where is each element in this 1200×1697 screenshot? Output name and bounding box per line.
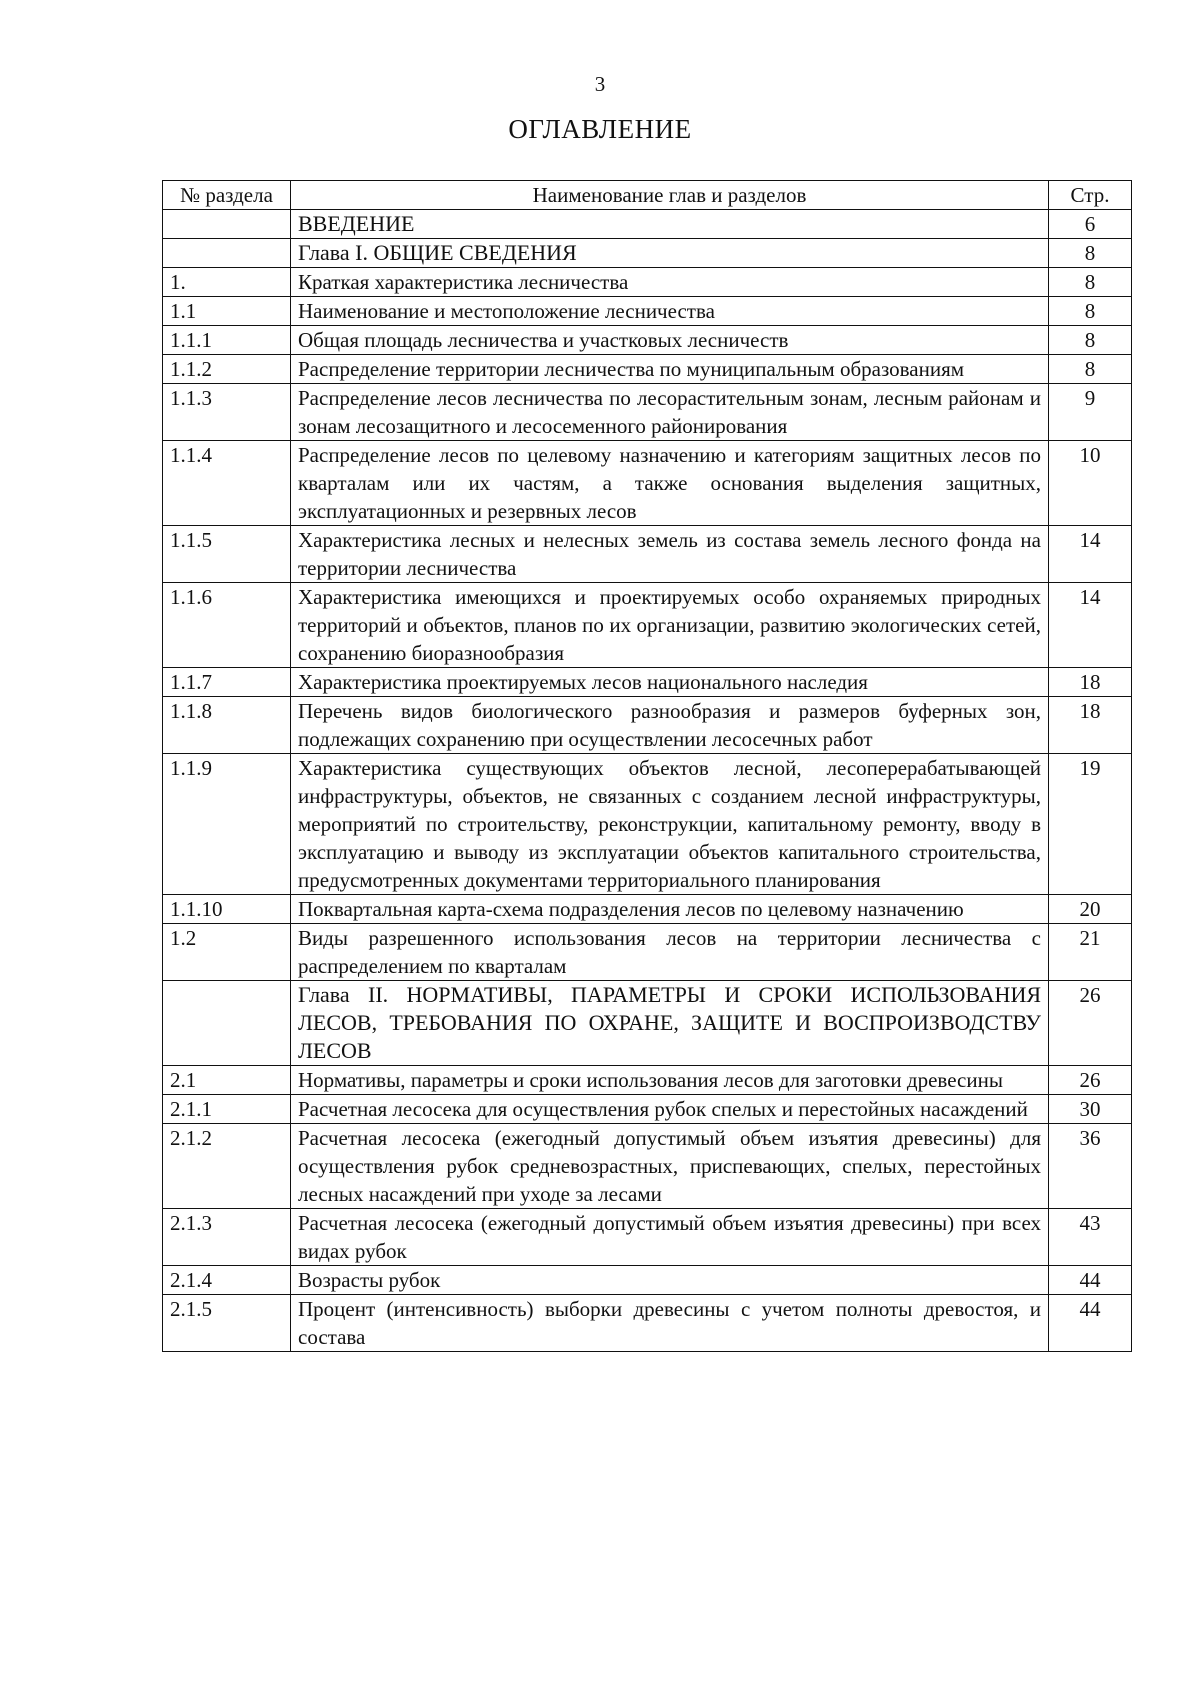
table-row bbox=[163, 297, 1132, 326]
section-title: Краткая характеристика лесничества bbox=[291, 268, 1049, 297]
header-page: Стр. bbox=[1049, 181, 1132, 210]
section-number bbox=[163, 210, 291, 239]
page-ref: 8 bbox=[1049, 297, 1132, 326]
table-row bbox=[163, 1095, 1132, 1124]
section-number: 1.1.8 bbox=[163, 697, 291, 754]
section-number: 1.1.2 bbox=[163, 355, 291, 384]
page-ref: 8 bbox=[1049, 239, 1132, 268]
chapter-title: Глава I. ОБЩИЕ СВЕДЕНИЯ bbox=[291, 239, 1049, 268]
section-title: Характеристика имеющихся и проектируемых особо охраняемых природных территорий и объектов, планов по их организации, развитию экологических сетей, сохранению биоразнообразия bbox=[291, 583, 1049, 668]
table-row bbox=[163, 384, 1132, 441]
table-row bbox=[163, 526, 1132, 583]
section-title: Процент (интенсивность) выборки древесины с учетом полноты древостоя, и состава bbox=[291, 1295, 1049, 1352]
section-title: Возрасты рубок bbox=[291, 1266, 1049, 1295]
page-ref: 8 bbox=[1049, 268, 1132, 297]
section-number: 2.1 bbox=[163, 1066, 291, 1095]
section-title: Расчетная лесосека (ежегодный допустимый объем изъятия древесины) для осуществления рубок средневозрастных, приспевающих, спелых, перестойных лесных насаждений при уходе за лесами bbox=[291, 1124, 1049, 1209]
table-of-contents bbox=[162, 180, 1132, 1352]
section-number: 1.1.6 bbox=[163, 583, 291, 668]
table-row bbox=[163, 326, 1132, 355]
page-ref: 6 bbox=[1049, 210, 1132, 239]
table-row bbox=[163, 981, 1132, 1066]
section-number: 1.1.5 bbox=[163, 526, 291, 583]
page-ref: 10 bbox=[1049, 441, 1132, 526]
section-title: Распределение территории лесничества по муниципальным образованиям bbox=[291, 355, 1049, 384]
table-row bbox=[163, 895, 1132, 924]
table-row bbox=[163, 1266, 1132, 1295]
page-ref: 9 bbox=[1049, 384, 1132, 441]
page-ref: 44 bbox=[1049, 1266, 1132, 1295]
section-title: Поквартальная карта-схема подразделения лесов по целевому назначению bbox=[291, 895, 1049, 924]
section-number bbox=[163, 239, 291, 268]
page-ref: 18 bbox=[1049, 668, 1132, 697]
table-row bbox=[163, 355, 1132, 384]
section-title: Расчетная лесосека для осуществления рубок спелых и перестойных насаждений bbox=[291, 1095, 1049, 1124]
page-ref: 8 bbox=[1049, 326, 1132, 355]
section-number: 1.1.1 bbox=[163, 326, 291, 355]
page-ref: 21 bbox=[1049, 924, 1132, 981]
page-ref: 14 bbox=[1049, 583, 1132, 668]
table-row bbox=[163, 668, 1132, 697]
header-section-name: Наименование глав и разделов bbox=[291, 181, 1049, 210]
page-ref: 36 bbox=[1049, 1124, 1132, 1209]
section-title: Распределение лесов лесничества по лесорастительным зонам, лесным районам и зонам лесозащитного и лесосеменного районирования bbox=[291, 384, 1049, 441]
section-number: 2.1.2 bbox=[163, 1124, 291, 1209]
page-ref: 8 bbox=[1049, 355, 1132, 384]
header-section-number: № раздела bbox=[163, 181, 291, 210]
section-number: 2.1.1 bbox=[163, 1095, 291, 1124]
section-number: 1.2 bbox=[163, 924, 291, 981]
page-ref: 30 bbox=[1049, 1095, 1132, 1124]
page-ref: 19 bbox=[1049, 754, 1132, 895]
section-title: Характеристика существующих объектов лесной, лесоперерабатывающей инфраструктуры, объектов, не связанных с созданием лесной инфраструктуры, мероприятий по строительству, реконструкции, капитальному ремонту, вводу в эксплуатацию и выводу из эксплуатации объектов капитального строительства, предусмотренных документами территориального планирования bbox=[291, 754, 1049, 895]
page-title: ОГЛАВЛЕНИЕ bbox=[508, 114, 692, 144]
page-ref: 18 bbox=[1049, 697, 1132, 754]
section-title: Наименование и местоположение лесничества bbox=[291, 297, 1049, 326]
table-row bbox=[163, 697, 1132, 754]
table-row bbox=[163, 924, 1132, 981]
table-row bbox=[163, 441, 1132, 526]
page-ref: 20 bbox=[1049, 895, 1132, 924]
page-ref: 43 bbox=[1049, 1209, 1132, 1266]
section-title: Расчетная лесосека (ежегодный допустимый объем изъятия древесины) при всех видах рубок bbox=[291, 1209, 1049, 1266]
section-title: Виды разрешенного использования лесов на территории лесничества с распределением по кварталам bbox=[291, 924, 1049, 981]
section-number: 2.1.4 bbox=[163, 1266, 291, 1295]
section-title: Характеристика лесных и нелесных земель из состава земель лесного фонда на территории лесничества bbox=[291, 526, 1049, 583]
section-number bbox=[163, 981, 291, 1066]
table-row bbox=[163, 1209, 1132, 1266]
page-ref: 26 bbox=[1049, 981, 1132, 1066]
table-row bbox=[163, 268, 1132, 297]
table-header-row bbox=[163, 181, 1132, 210]
chapter-title: Глава II. НОРМАТИВЫ, ПАРАМЕТРЫ И СРОКИ ИСПОЛЬЗОВАНИЯ ЛЕСОВ, ТРЕБОВАНИЯ ПО ОХРАНЕ, ЗАЩИТЕ И ВОСПРОИЗВОДСТВУ ЛЕСОВ bbox=[291, 981, 1049, 1066]
section-number: 1.1.4 bbox=[163, 441, 291, 526]
section-number: 1.1.7 bbox=[163, 668, 291, 697]
table-row bbox=[163, 754, 1132, 895]
table-row bbox=[163, 1124, 1132, 1209]
table-body bbox=[163, 210, 1132, 1352]
section-number: 2.1.3 bbox=[163, 1209, 291, 1266]
table-row bbox=[163, 1066, 1132, 1095]
table-row bbox=[163, 583, 1132, 668]
section-number: 1.1.9 bbox=[163, 754, 291, 895]
section-number: 2.1.5 bbox=[163, 1295, 291, 1352]
page-ref: 44 bbox=[1049, 1295, 1132, 1352]
section-number: 1.1.3 bbox=[163, 384, 291, 441]
table-row bbox=[163, 239, 1132, 268]
table-row bbox=[163, 1295, 1132, 1352]
chapter-title: ВВЕДЕНИЕ bbox=[291, 210, 1049, 239]
section-title: Перечень видов биологического разнообразия и размеров буферных зон, подлежащих сохранению при осуществлении лесосечных работ bbox=[291, 697, 1049, 754]
section-number: 1.1.10 bbox=[163, 895, 291, 924]
section-title: Характеристика проектируемых лесов национального наследия bbox=[291, 668, 1049, 697]
section-title: Общая площадь лесничества и участковых лесничеств bbox=[291, 326, 1049, 355]
section-title: Нормативы, параметры и сроки использования лесов для заготовки древесины bbox=[291, 1066, 1049, 1095]
page-ref: 26 bbox=[1049, 1066, 1132, 1095]
page-number: 3 bbox=[594, 72, 606, 96]
section-title: Распределение лесов по целевому назначению и категориям защитных лесов по кварталам или их частям, а также основания выделения защитных, эксплуатационных и резервных лесов bbox=[291, 441, 1049, 526]
section-number: 1. bbox=[163, 268, 291, 297]
page-ref: 14 bbox=[1049, 526, 1132, 583]
table-row bbox=[163, 210, 1132, 239]
section-number: 1.1 bbox=[163, 297, 291, 326]
